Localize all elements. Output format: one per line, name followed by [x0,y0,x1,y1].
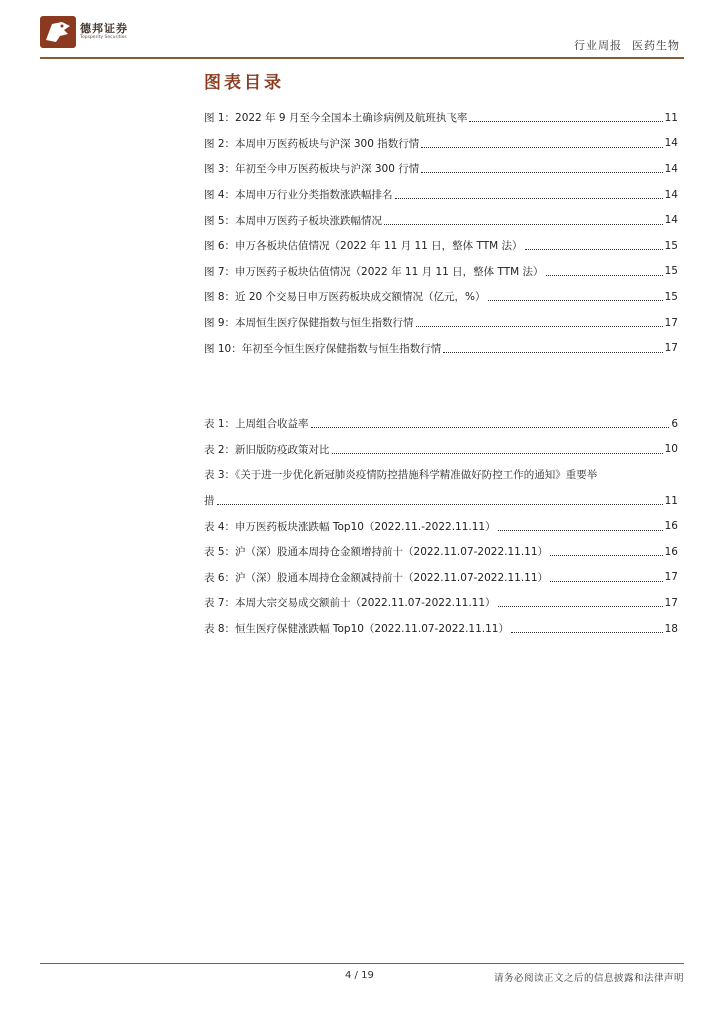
toc-entry-label: 图 8：近 20 个交易日申万医药板块成交额情况（亿元，%） [204,291,486,304]
toc-entry-figure-8[interactable] [204,284,678,310]
toc-entry-table-3[interactable] [204,462,678,488]
table-list [204,411,678,641]
dot-leader [421,147,662,148]
toc-entry-figure-2[interactable] [204,131,678,157]
toc-entry-page: 14 [664,214,678,227]
toc-entry-figure-5[interactable] [204,207,678,233]
toc-entry-table-3-continued[interactable] [204,488,678,514]
brand-name: 德邦证券 [80,22,128,35]
toc-entry-page: 17 [664,596,678,609]
toc-entry-table-7[interactable] [204,590,678,616]
toc-entry-page: 10 [664,443,678,456]
toc-entry-label: 表 1：上周组合收益率 [204,418,309,431]
toc-entry-label: 表 3：《关于进一步优化新冠肺炎疫情防控措施科学精准做好防控工作的通知》重要举 [204,469,598,482]
toc-entry-figure-7[interactable] [204,259,678,285]
toc-entry-page: 16 [664,545,678,558]
toc-entry-table-8[interactable] [204,616,678,642]
toc-entry-table-4[interactable] [204,513,678,539]
toc-entry-label: 表 4：申万医药板块涨跌幅 Top10（2022.11.-2022.11.11） [204,520,496,533]
toc-entry-label: 图 1：2022 年 9 月至今全国本土确诊病例及航班执飞率 [204,112,468,125]
dot-leader [525,249,663,250]
toc-entry-table-5[interactable] [204,539,678,565]
toc-entry-label: 表 2：新旧版防疫政策对比 [204,443,330,456]
toc-entry-page: 15 [664,290,678,303]
dot-leader [498,530,663,531]
dot-leader [443,352,662,353]
toc-entry-page: 17 [664,571,678,584]
dot-leader [488,300,663,301]
toc-entry-label: 图 5：本周申万医药子板块涨跌幅情况 [204,214,383,227]
toc-entry-label: 图 3：年初至今申万医药板块与沪深 300 行情 [204,163,420,176]
dot-leader [469,121,662,122]
toc-entry-page: 15 [664,265,678,278]
company-logo [40,14,150,50]
toc-entry-label-continued: 措 [204,495,215,508]
toc-entry-table-6[interactable] [204,565,678,591]
toc-entry-label: 图 7：申万医药子板块估值情况（2022 年 11 月 11 日，整体 TTM 法） [204,265,544,278]
dot-leader [395,198,663,199]
report-category [574,37,680,53]
toc-entry-label: 图 2：本周申万医药板块与沪深 300 指数行情 [204,137,420,150]
toc-entry-label: 图 10：年初至今恒生医疗保健指数与恒生指数行情 [204,342,442,355]
dot-leader [416,326,663,327]
toc-entry-figure-10[interactable] [204,335,678,361]
dot-leader [498,606,663,607]
dot-leader [511,632,663,633]
toc-entry-figure-9[interactable] [204,310,678,336]
toc-entry-page: 17 [664,316,678,329]
toc-title: 图表目录 [204,73,284,93]
toc-entry-page: 11 [664,494,678,507]
toc-entry-figure-6[interactable] [204,233,678,259]
dot-leader [332,453,663,454]
toc-entry-label: 表 6：沪（深）股通本周持仓金额减持前十（2022.11.07-2022.11.11） [204,571,549,584]
toc-entry-page: 15 [664,239,678,252]
toc-entry-table-2[interactable] [204,437,678,463]
page-number: 4 / 19 [345,970,374,981]
dot-leader [384,224,663,225]
toc-entry-label: 图 4：本周申万行业分类指数涨跌幅排名 [204,189,393,202]
toc-entry-label: 表 5：沪（深）股通本周持仓金额增持前十（2022.11.07-2022.11.11） [204,546,549,559]
dot-leader [550,555,663,556]
dot-leader [421,172,662,173]
toc-entry-figure-4[interactable] [204,182,678,208]
dot-leader [311,427,670,428]
dot-leader [217,504,663,505]
page-header [40,14,684,58]
toc-entry-table-1[interactable] [204,411,678,437]
footer-divider [40,963,684,964]
toc-entry-page: 14 [664,137,678,150]
report-type: 行业周报 [574,39,622,52]
toc-entry-label: 图 9：本周恒生医疗保健指数与恒生指数行情 [204,317,414,330]
legal-disclaimer: 请务必阅读正文之后的信息披露和法律声明 [493,973,684,984]
toc-entry-label: 图 6：申万各板块估值情况（2022 年 11 月 11 日，整体 TTM 法） [204,240,523,253]
toc-entry-label: 表 8：恒生医疗保健涨跌幅 Top10（2022.11.07-2022.11.11） [204,623,509,636]
toc-entry-page: 18 [664,622,678,635]
toc-entry-figure-3[interactable] [204,156,678,182]
dot-leader [546,275,663,276]
header-divider [40,57,684,59]
toc-entry-page: 11 [664,111,678,124]
toc-entry-page: 16 [664,520,678,533]
figure-list [204,105,678,361]
toc-entry-label: 表 7：本周大宗交易成交额前十（2022.11.07-2022.11.11） [204,597,496,610]
report-sector: 医药生物 [632,39,680,52]
toc-entry-page: 6 [671,417,678,430]
dot-leader [550,581,663,582]
toc-entry-page: 14 [664,188,678,201]
brand-name-en: Topsperity Securities [80,35,127,40]
logo-icon [40,16,76,48]
toc-entry-page: 14 [664,162,678,175]
toc-entry-page: 17 [664,342,678,355]
toc-entry-figure-1[interactable] [204,105,678,131]
